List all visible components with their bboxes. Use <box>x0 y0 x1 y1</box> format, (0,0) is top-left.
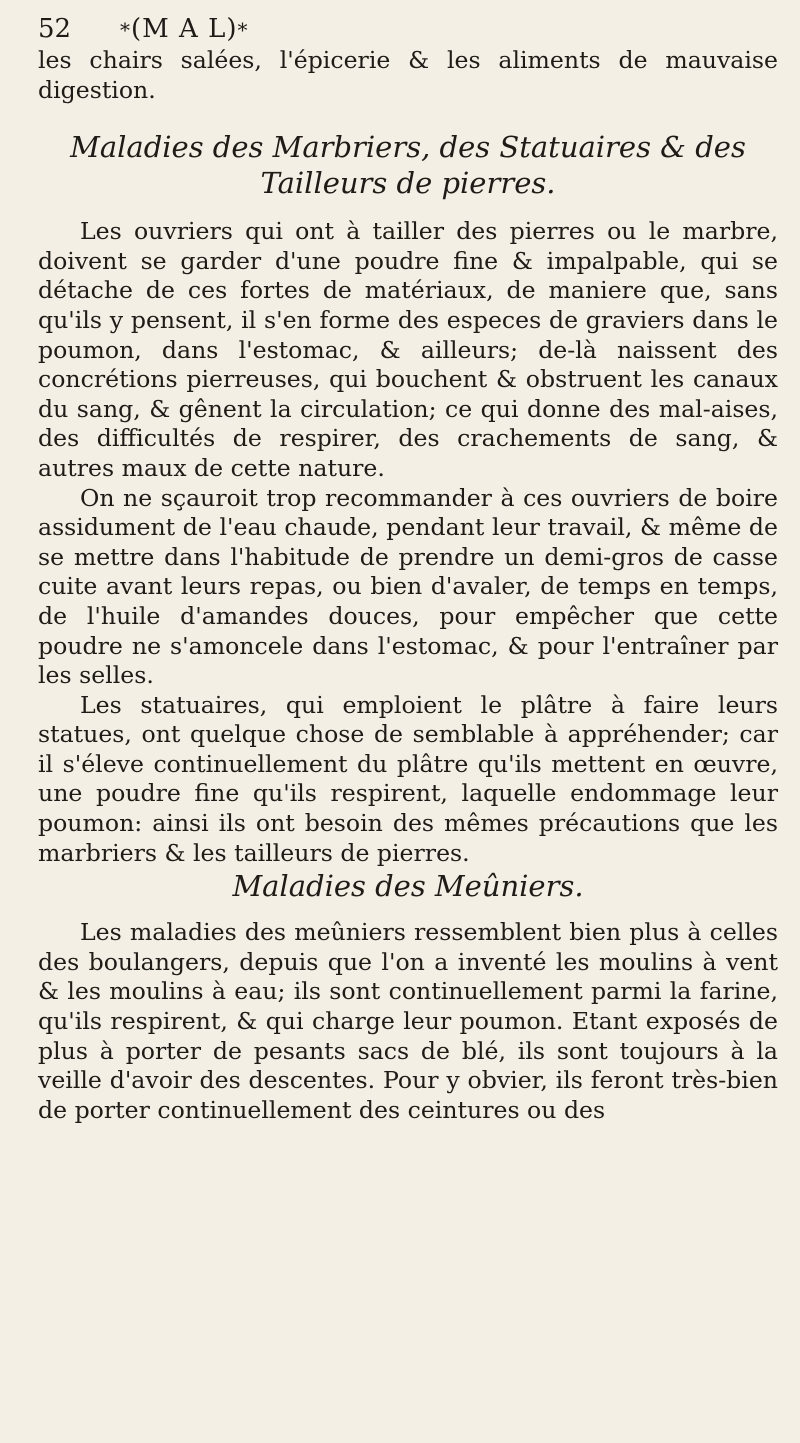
ornament-left-icon: * <box>120 18 131 42</box>
page-body <box>38 46 778 1125</box>
running-title-text: (M A L) <box>131 14 238 44</box>
intro-paragraph: les chairs salées, l'épicerie & les aliments de mauvaise digestion. <box>38 46 778 104</box>
section-heading-meuniers: Maladies des Meûniers. <box>232 869 584 904</box>
ornament-right-icon: * <box>237 18 249 42</box>
running-header <box>38 14 778 50</box>
section-heading-marbriers: Maladies des Marbriers, des Statuaires & des Tailleurs de pierres. <box>70 130 746 201</box>
running-title <box>120 14 248 44</box>
paragraph-recommander: On ne sçauroit trop recommander à ces ouvriers de boire assidument de l'eau chaude, pendant leur travail, & même de se mettre dans l'habitude de prendre un demi-gros de casse cuite avant leurs repas, ou bien d'avaler, de temps en temps, de l'huile d'amandes douces, pour empêcher que cette poudre ne s'amoncele dans l'estomac, & pour l'entraîner par les selles. <box>38 483 778 690</box>
paragraph-meuniers: Les maladies des meûniers ressemblent bien plus à celles des boulangers, depuis que l'on a inventé les moulins à vent & les moulins à eau; ils sont continuellement parmi la farine, qu'ils respirent, & qui charge leur poumon. Etant exposés de plus à porter de pesants sacs de blé, ils sont toujours à la veille d'avoir des descentes. Pour y obvier, ils feront très-bien de porter continuellement des ceintures ou des <box>38 918 778 1124</box>
paragraph-ouvriers: Les ouvriers qui ont à tailler des pierres ou le marbre, doivent se garder d'une poudre fine & impalpable, qui se détache de ces fortes de matériaux, de maniere que, sans qu'ils y pensent, il s'en forme des especes de graviers dans le poumon, dans l'estomac, & ailleurs; de-là naissent des concrétions pierreuses, qui bouchent & obstruent les canaux du sang, & gênent la circulation; ce qui donne des mal-aises, des difficultés de respirer, des crachements de sang, & autres maux de cette nature. <box>38 217 778 482</box>
paragraph-statuaires: Les statuaires, qui emploient le plâtre à faire leurs statues, ont quelque chose de semblable à appréhender; car il s'éleve continuellement du plâtre qu'ils mettent en œuvre, une poudre fine qu'ils respirent, laquelle endommage leur poumon: ainsi ils ont besoin des mêmes précautions que les marbriers & les tailleurs de pierres. <box>38 690 778 867</box>
page-number: 52 <box>38 14 72 44</box>
